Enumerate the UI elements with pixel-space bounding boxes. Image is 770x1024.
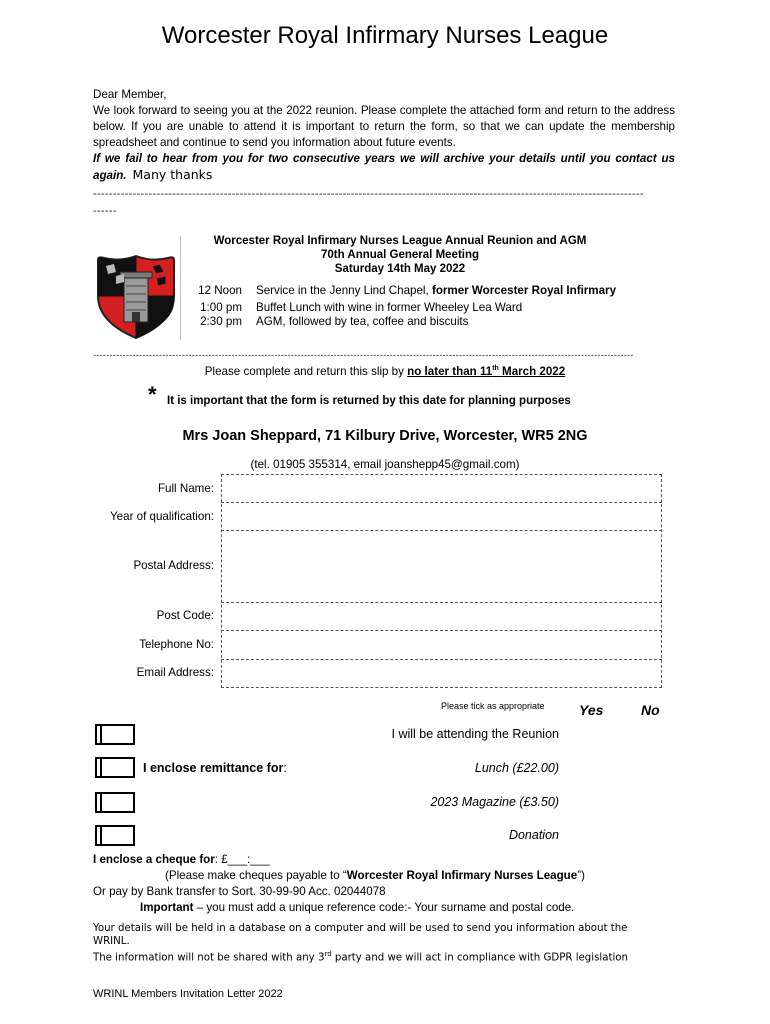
greeting: Dear Member, — [93, 88, 167, 101]
donation-option: Donation — [508, 828, 559, 842]
full-name-label: Full Name: — [157, 482, 214, 495]
agm-heading: 70th Annual General Meeting — [320, 249, 480, 261]
remittance-label — [143, 761, 287, 775]
schedule-time: 1:00 pm — [200, 301, 242, 314]
deadline-b: March 2022 — [498, 365, 566, 378]
remittance-colon: : — [283, 761, 287, 775]
contact-details: (tel. 01905 355314, email joanshepp45@gmail.com) — [250, 458, 520, 471]
attending-option: I will be attending the Reunion — [391, 727, 559, 741]
schedule-time: 2:30 pm — [200, 315, 242, 328]
payable-note — [165, 869, 585, 882]
donation-checkbox[interactable] — [95, 825, 135, 846]
form-divider — [221, 659, 662, 660]
cheque-amount-field[interactable]: : £___:___ — [214, 853, 270, 866]
postal-address-label: Postal Address: — [133, 559, 214, 572]
schedule-desc: AGM, followed by tea, coffee and biscuits — [256, 315, 469, 328]
lunch-option: Lunch (£22.00) — [474, 761, 559, 775]
email-label: Email Address: — [136, 666, 214, 679]
form-divider — [221, 602, 662, 603]
gdpr-line-1: Your details will be held in a database on a computer and will be used to send you information about the WRINL. — [93, 923, 628, 947]
schedule-desc-bold: former Worcester Royal Infirmary — [431, 284, 617, 297]
attending-checkbox[interactable] — [95, 724, 135, 745]
remittance-label-text: I enclose remittance for — [143, 761, 284, 775]
payable-suffix: ”) — [577, 869, 585, 882]
form-divider — [221, 502, 662, 503]
archive-warning: If we fail to hear from you for two consecutive years we will archive your details until you contact us again. — [93, 152, 675, 182]
return-deadline — [0, 365, 770, 378]
separator-tear: -------------------------------------------------------------------------------------------------------------------------------------------------------------------- — [93, 350, 634, 360]
magazine-checkbox[interactable] — [95, 792, 135, 813]
no-column-header: No — [641, 702, 660, 718]
form-divider — [221, 630, 662, 631]
cheque-line — [93, 853, 270, 866]
intro-body: We look forward to seeing you at the 2022 reunion. Please complete the attached form and return to the address below. If you are unable to attend it is important to return the form, so that we can update the membership spreadsheet and continue to send you information about future events. — [93, 104, 675, 149]
deadline-sup: th — [492, 365, 499, 373]
asterisk: * — [148, 382, 157, 407]
deadline-date — [407, 365, 565, 378]
payable-prefix: (Please make cheques payable to “ — [165, 869, 347, 882]
return-deadline-text: Please complete and return this slip by — [204, 365, 408, 378]
schedule-row — [0, 283, 770, 299]
lunch-checkbox[interactable] — [95, 757, 135, 778]
post-code-field[interactable] — [224, 605, 660, 629]
full-name-field[interactable] — [224, 476, 660, 501]
gdpr-line-2a: The information will not be shared with any 3 — [93, 952, 325, 964]
gdpr-line-2 — [93, 948, 663, 964]
footer-text: WRINL Members Invitation Letter 2022 — [93, 988, 283, 1000]
magazine-option: 2023 Magazine (£3.50) — [430, 795, 559, 809]
event-heading: Worcester Royal Infirmary Nurses League Annual Reunion and AGM — [213, 235, 587, 247]
year-label: Year of qualification: — [110, 510, 214, 523]
return-address: Mrs Joan Sheppard, 71 Kilbury Drive, Worcester, WR5 2NG — [182, 428, 588, 444]
schedule-time: 12 Noon — [198, 284, 242, 297]
schedule-desc-text: Service in the Jenny Lind Chapel, — [256, 284, 432, 297]
cheque-label: I enclose a cheque for — [93, 853, 215, 866]
reference-note — [140, 901, 574, 914]
payable-name: Worcester Royal Infirmary Nurses League — [346, 869, 578, 882]
thanks-text: Many thanks — [132, 167, 213, 182]
tick-instruction: Please tick as appropriate — [441, 701, 545, 711]
schedule-desc: Buffet Lunch with wine in former Wheeley Lea Ward — [256, 301, 523, 314]
separator-top: ------------------------------------------------------------------------------------------------------------------------------------------- — [93, 188, 644, 200]
gdpr-line-2b: party and we will act in compliance with GDPR legislation — [331, 952, 628, 964]
schedule-row — [0, 314, 770, 330]
post-code-label: Post Code: — [156, 609, 214, 622]
separator-top-tail: ------ — [93, 205, 117, 217]
intro-letter — [93, 87, 675, 184]
deadline-a: no later than 11 — [407, 365, 493, 378]
intro-warning-line — [93, 151, 675, 184]
event-date: Saturday 14th May 2022 — [334, 263, 466, 275]
gdpr-sup: rd — [324, 950, 332, 958]
gdpr-notice — [93, 922, 663, 964]
reference-note-text: – you must add a unique reference code:- Your surname and postal code. — [193, 901, 575, 914]
bank-transfer-details: Or pay by Bank transfer to Sort. 30-99-90 Acc. 02044078 — [93, 885, 386, 898]
page-title: Worcester Royal Infirmary Nurses League — [161, 22, 609, 49]
email-field[interactable] — [224, 662, 660, 686]
telephone-field[interactable] — [224, 633, 660, 658]
postal-address-field[interactable] — [224, 533, 660, 601]
schedule-desc — [256, 283, 616, 299]
telephone-label: Telephone No: — [139, 638, 214, 651]
yes-column-header: Yes — [579, 702, 604, 718]
reference-note-label: Important — [140, 901, 194, 914]
year-field[interactable] — [224, 505, 660, 529]
important-note: It is important that the form is returned by this date for planning purposes — [167, 395, 571, 407]
form-divider — [221, 530, 662, 531]
